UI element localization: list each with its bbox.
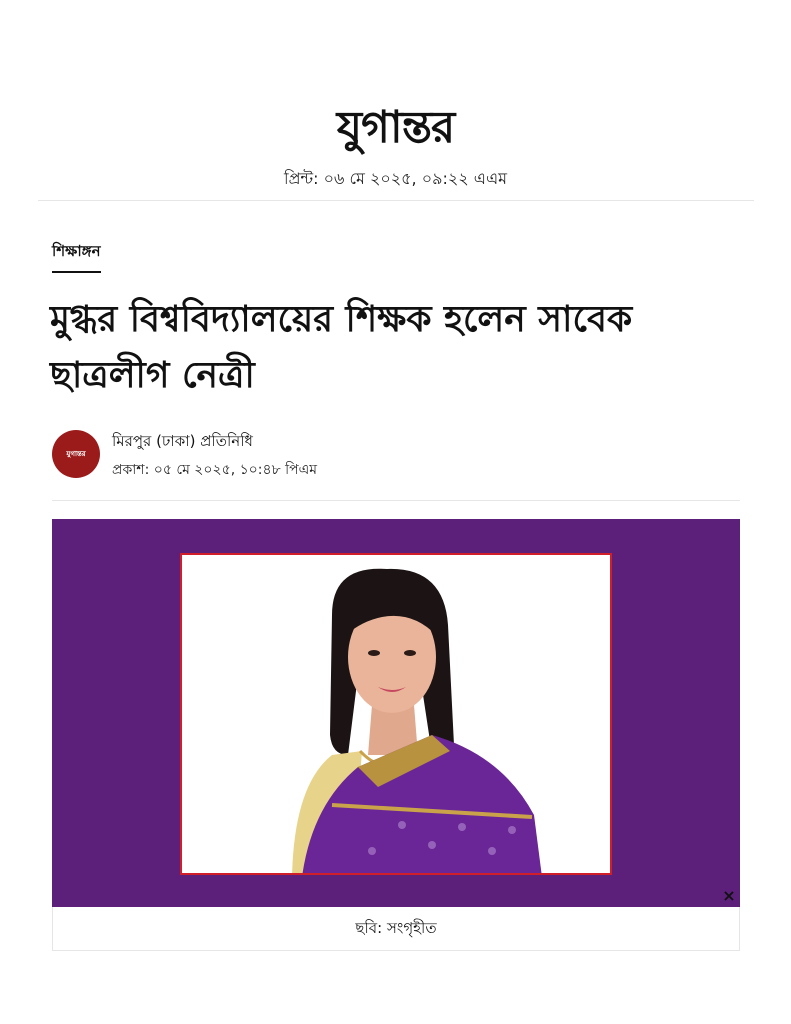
article-photo <box>180 553 612 875</box>
byline-divider <box>52 500 740 501</box>
site-logo[interactable]: যুগান্তর <box>336 102 455 153</box>
caption-text: ছবি: সংগৃহীত <box>355 919 437 937</box>
article-image-container <box>52 519 740 907</box>
header-divider <box>38 200 754 201</box>
headline-line-1: মুগ্ধর বিশ্ববিদ্যালয়ের শিক্ষক হলেন সাবেক <box>50 299 633 340</box>
article-headline <box>50 292 740 404</box>
published-date: প্রকাশ: ০৫ মে ২০২৫, ১০:৪৮ পিএম <box>112 462 318 478</box>
avatar-logo-text: যুগান্তর <box>66 450 86 458</box>
close-icon[interactable]: × <box>722 886 736 905</box>
masthead <box>0 100 791 156</box>
headline-line-2: ছাত্রলীগ নেত্রী <box>50 355 255 396</box>
print-timestamp: প্রিন্ট: ০৬ মে ২০২৫, ০৯:২২ এএম <box>284 169 507 188</box>
author-avatar <box>52 430 100 478</box>
image-caption <box>52 907 740 951</box>
category-link[interactable]: শিক্ষাঙ্গন <box>52 240 101 273</box>
portrait-illustration <box>182 555 612 875</box>
author-name: মিরপুর (ঢাকা) প্রতিনিধি <box>112 432 253 450</box>
